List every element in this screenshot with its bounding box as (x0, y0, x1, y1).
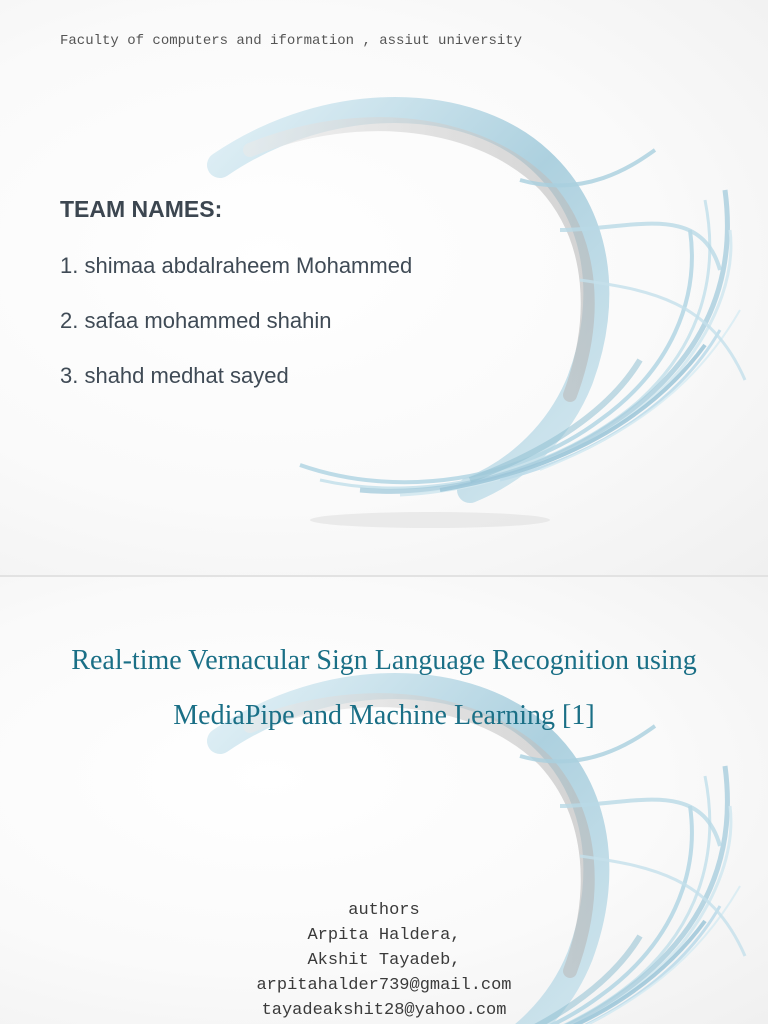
team-member: 2. safaa mohammed shahin (60, 308, 332, 333)
team-names-heading: TEAM NAMES: (60, 196, 223, 222)
authors-label: authors (348, 901, 420, 920)
university-name: Faculty of computers and iformation , assiut university (60, 33, 523, 49)
author-name: Arpita Haldera, (307, 926, 461, 945)
author-email: tayadeakshit28@yahoo.com (261, 1001, 507, 1020)
paper-title: Real-time Vernacular Sign Language Recognition using MediaPipe and Machine Learning [1] (71, 645, 697, 731)
slide-paper-info (0, 576, 768, 1024)
slide-divider (0, 575, 768, 577)
author-email: arpitahalder739@gmail.com (256, 976, 512, 995)
author-name: Akshit Tayadeb, (307, 951, 461, 970)
team-members-list (60, 250, 412, 415)
team-member: 3. shahd medhat sayed (60, 363, 289, 388)
authors-block (0, 898, 768, 1023)
team-member: 1. shimaa abdalraheem Mohammed (60, 253, 413, 278)
